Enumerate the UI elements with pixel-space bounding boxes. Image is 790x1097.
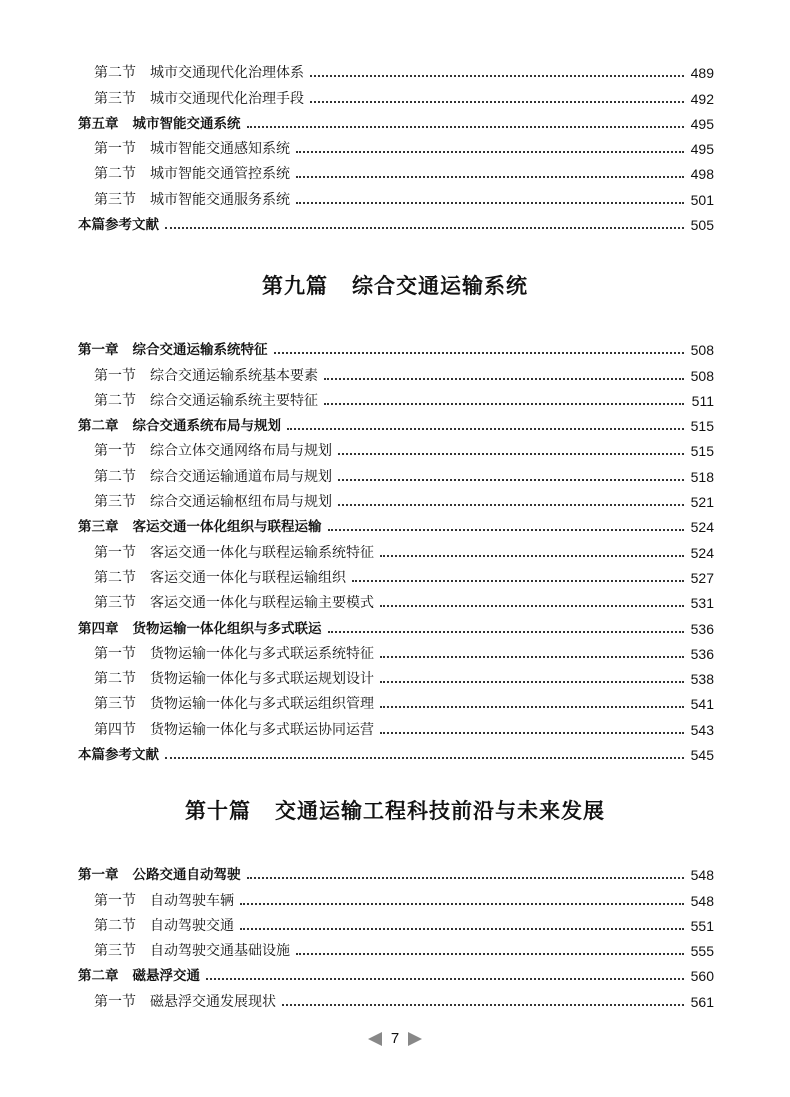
entry-page: 541 [690, 696, 714, 713]
dot-leader [352, 580, 684, 582]
section-entry [78, 359, 714, 384]
entry-number: 第三节 [94, 696, 136, 713]
section-entry [78, 985, 714, 1010]
entry-page: 555 [690, 943, 714, 960]
part-title: 交通运输工程科技前沿与未来发展 [275, 798, 605, 823]
entry-number: 第一节 [94, 544, 136, 561]
entry-number: 第一章 [78, 867, 119, 884]
entry-title: 货物运输一体化与多式联运组织管理 [150, 696, 374, 713]
page-number: 7 [390, 1030, 400, 1047]
entry-title: 城市智能交通服务系统 [150, 191, 290, 208]
chapter-entry [78, 859, 714, 884]
chapter-entry [78, 410, 714, 435]
chapter-entry [78, 334, 714, 359]
chapter-entry [78, 511, 714, 536]
entry-number: 第三节 [94, 595, 136, 612]
entry-number: 第五章 [78, 115, 119, 132]
entry-number: 第一节 [94, 443, 136, 460]
dot-leader [324, 378, 684, 380]
entry-title: 客运交通一体化与联程运输组织 [150, 569, 346, 586]
dot-leader [328, 631, 685, 633]
entry-title: 货物运输一体化与多式联运系统特征 [150, 645, 374, 662]
entry-page: 495 [690, 115, 714, 132]
entry-title: 货物运输一体化与多式联运规划设计 [150, 671, 374, 688]
page-footer [0, 1030, 790, 1047]
entry-page: 489 [690, 65, 714, 82]
entry-title: 综合交通运输系统特征 [132, 342, 268, 359]
entry-title: 客运交通一体化与联程运输系统特征 [150, 544, 374, 561]
section-entry [78, 688, 714, 713]
entry-page: 492 [690, 90, 714, 107]
dot-leader [380, 555, 684, 557]
dot-leader [296, 176, 684, 178]
entry-number: 第四节 [94, 721, 136, 738]
references-entry [78, 209, 714, 234]
chapter-entry [78, 960, 714, 985]
triangle-left-icon [368, 1032, 382, 1046]
dot-leader [165, 757, 684, 759]
entry-title: 综合交通运输系统基本要素 [150, 367, 318, 384]
part-title: 综合交通运输系统 [352, 273, 528, 298]
entry-number: 第三节 [94, 494, 136, 511]
entry-number: 第一节 [94, 993, 136, 1010]
entry-number: 第一节 [94, 367, 136, 384]
part-heading-10 [0, 795, 790, 825]
entry-title: 城市交通现代化治理手段 [150, 90, 304, 107]
dot-leader [310, 101, 684, 103]
entry-number: 第二节 [94, 166, 136, 183]
entry-page: 527 [690, 569, 714, 586]
chapter-entry [78, 612, 714, 637]
section-entry [78, 57, 714, 82]
section-entry [78, 435, 714, 460]
section-entry [78, 935, 714, 960]
entry-number: 第一节 [94, 892, 136, 909]
entry-page: 508 [690, 342, 714, 359]
section-entry [78, 587, 714, 612]
entry-number: 第一章 [78, 342, 119, 359]
entry-title: 货物运输一体化组织与多式联运 [132, 620, 322, 637]
entry-number: 第三节 [94, 191, 136, 208]
dot-leader [338, 504, 684, 506]
dot-leader [380, 656, 684, 658]
entry-page: 515 [690, 418, 714, 435]
entry-title: 城市交通现代化治理体系 [150, 65, 304, 82]
part-number: 第九篇 [262, 273, 328, 298]
entry-page: 511 [691, 392, 714, 409]
entry-number: 第一节 [94, 141, 136, 158]
entry-title: 城市智能交通感知系统 [150, 141, 290, 158]
entry-title: 本篇参考文献 [78, 747, 159, 764]
entry-title: 城市智能交通管控系统 [150, 166, 290, 183]
section-entry [78, 460, 714, 485]
dot-leader [287, 428, 684, 430]
dot-leader [324, 403, 684, 405]
part-number: 第十篇 [185, 798, 251, 823]
section-entry [78, 486, 714, 511]
entry-page: 521 [690, 494, 714, 511]
entry-title: 货物运输一体化与多式联运协同运营 [150, 721, 374, 738]
section-entry [78, 183, 714, 208]
entry-title: 综合交通运输系统主要特征 [150, 392, 318, 409]
entry-page: 536 [690, 620, 714, 637]
entry-number: 第二节 [94, 671, 136, 688]
entry-page: 498 [690, 166, 714, 183]
section-entry [78, 713, 714, 738]
entry-page: 545 [690, 747, 714, 764]
entry-page: 508 [690, 367, 714, 384]
entry-page: 501 [690, 191, 714, 208]
entry-number: 第二章 [78, 418, 119, 435]
chapter-entry [78, 108, 714, 133]
entry-number: 第三章 [78, 519, 119, 536]
references-entry [78, 739, 714, 764]
section-entry [78, 536, 714, 561]
entry-title: 本篇参考文献 [78, 217, 159, 234]
dot-leader [274, 352, 685, 354]
triangle-right-icon [408, 1032, 422, 1046]
dot-leader [380, 605, 684, 607]
section-entry [78, 638, 714, 663]
entry-page: 531 [690, 595, 714, 612]
entry-title: 公路交通自动驾驶 [132, 867, 241, 884]
entry-page: 536 [690, 645, 714, 662]
dot-leader [296, 151, 684, 153]
entry-page: 538 [690, 671, 714, 688]
entry-title: 自动驾驶交通 [150, 917, 234, 934]
entry-title: 综合立体交通网络布局与规划 [150, 443, 332, 460]
entry-number: 第二章 [78, 968, 119, 985]
section-entry [78, 663, 714, 688]
entry-title: 自动驾驶交通基础设施 [150, 943, 290, 960]
entry-page: 515 [690, 443, 714, 460]
dot-leader [338, 453, 684, 455]
entry-page: 543 [690, 721, 714, 738]
section-entry [78, 133, 714, 158]
dot-leader [328, 529, 685, 531]
dot-leader [282, 1004, 684, 1006]
dot-leader [206, 978, 684, 980]
dot-leader [165, 227, 684, 229]
entry-title: 综合交通运输通道布局与规划 [150, 468, 332, 485]
entry-number: 第二节 [94, 917, 136, 934]
dot-leader [310, 75, 684, 77]
toc-list-part-10 [78, 859, 714, 1011]
entry-title: 综合交通系统布局与规划 [132, 418, 281, 435]
part-heading-9 [0, 270, 790, 300]
entry-page: 524 [690, 519, 714, 536]
entry-title: 磁悬浮交通 [132, 968, 200, 985]
entry-page: 495 [690, 141, 714, 158]
entry-title: 客运交通一体化与联程运输主要模式 [150, 595, 374, 612]
section-entry [78, 82, 714, 107]
entry-page: 548 [690, 892, 714, 909]
entry-number: 第二节 [94, 468, 136, 485]
section-entry [78, 385, 714, 410]
entry-title: 城市智能交通系统 [132, 115, 241, 132]
entry-number: 第二节 [94, 569, 136, 586]
entry-number: 第四章 [78, 620, 119, 637]
dot-leader [240, 903, 684, 905]
dot-leader [296, 202, 684, 204]
entry-page: 560 [690, 968, 714, 985]
section-entry [78, 158, 714, 183]
entry-number: 第二节 [94, 392, 136, 409]
entry-number: 第三节 [94, 90, 136, 107]
toc-list-continued [78, 57, 714, 234]
entry-number: 第二节 [94, 65, 136, 82]
dot-leader [380, 706, 684, 708]
entry-number: 第三节 [94, 943, 136, 960]
dot-leader [247, 126, 685, 128]
section-entry [78, 910, 714, 935]
toc-list-part-9 [78, 334, 714, 764]
entry-page: 524 [690, 544, 714, 561]
section-entry [78, 884, 714, 909]
entry-number: 第一节 [94, 645, 136, 662]
entry-page: 518 [690, 468, 714, 485]
dot-leader [296, 953, 684, 955]
entry-page: 548 [690, 867, 714, 884]
entry-page: 505 [690, 217, 714, 234]
entry-title: 客运交通一体化组织与联程运输 [132, 519, 322, 536]
dot-leader [240, 928, 684, 930]
dot-leader [338, 479, 684, 481]
entry-title: 磁悬浮交通发展现状 [150, 993, 276, 1010]
dot-leader [247, 877, 685, 879]
dot-leader [380, 732, 684, 734]
dot-leader [380, 681, 684, 683]
entry-title: 综合交通运输枢纽布局与规划 [150, 494, 332, 511]
entry-page: 561 [690, 993, 714, 1010]
entry-title: 自动驾驶车辆 [150, 892, 234, 909]
section-entry [78, 562, 714, 587]
entry-page: 551 [690, 917, 714, 934]
